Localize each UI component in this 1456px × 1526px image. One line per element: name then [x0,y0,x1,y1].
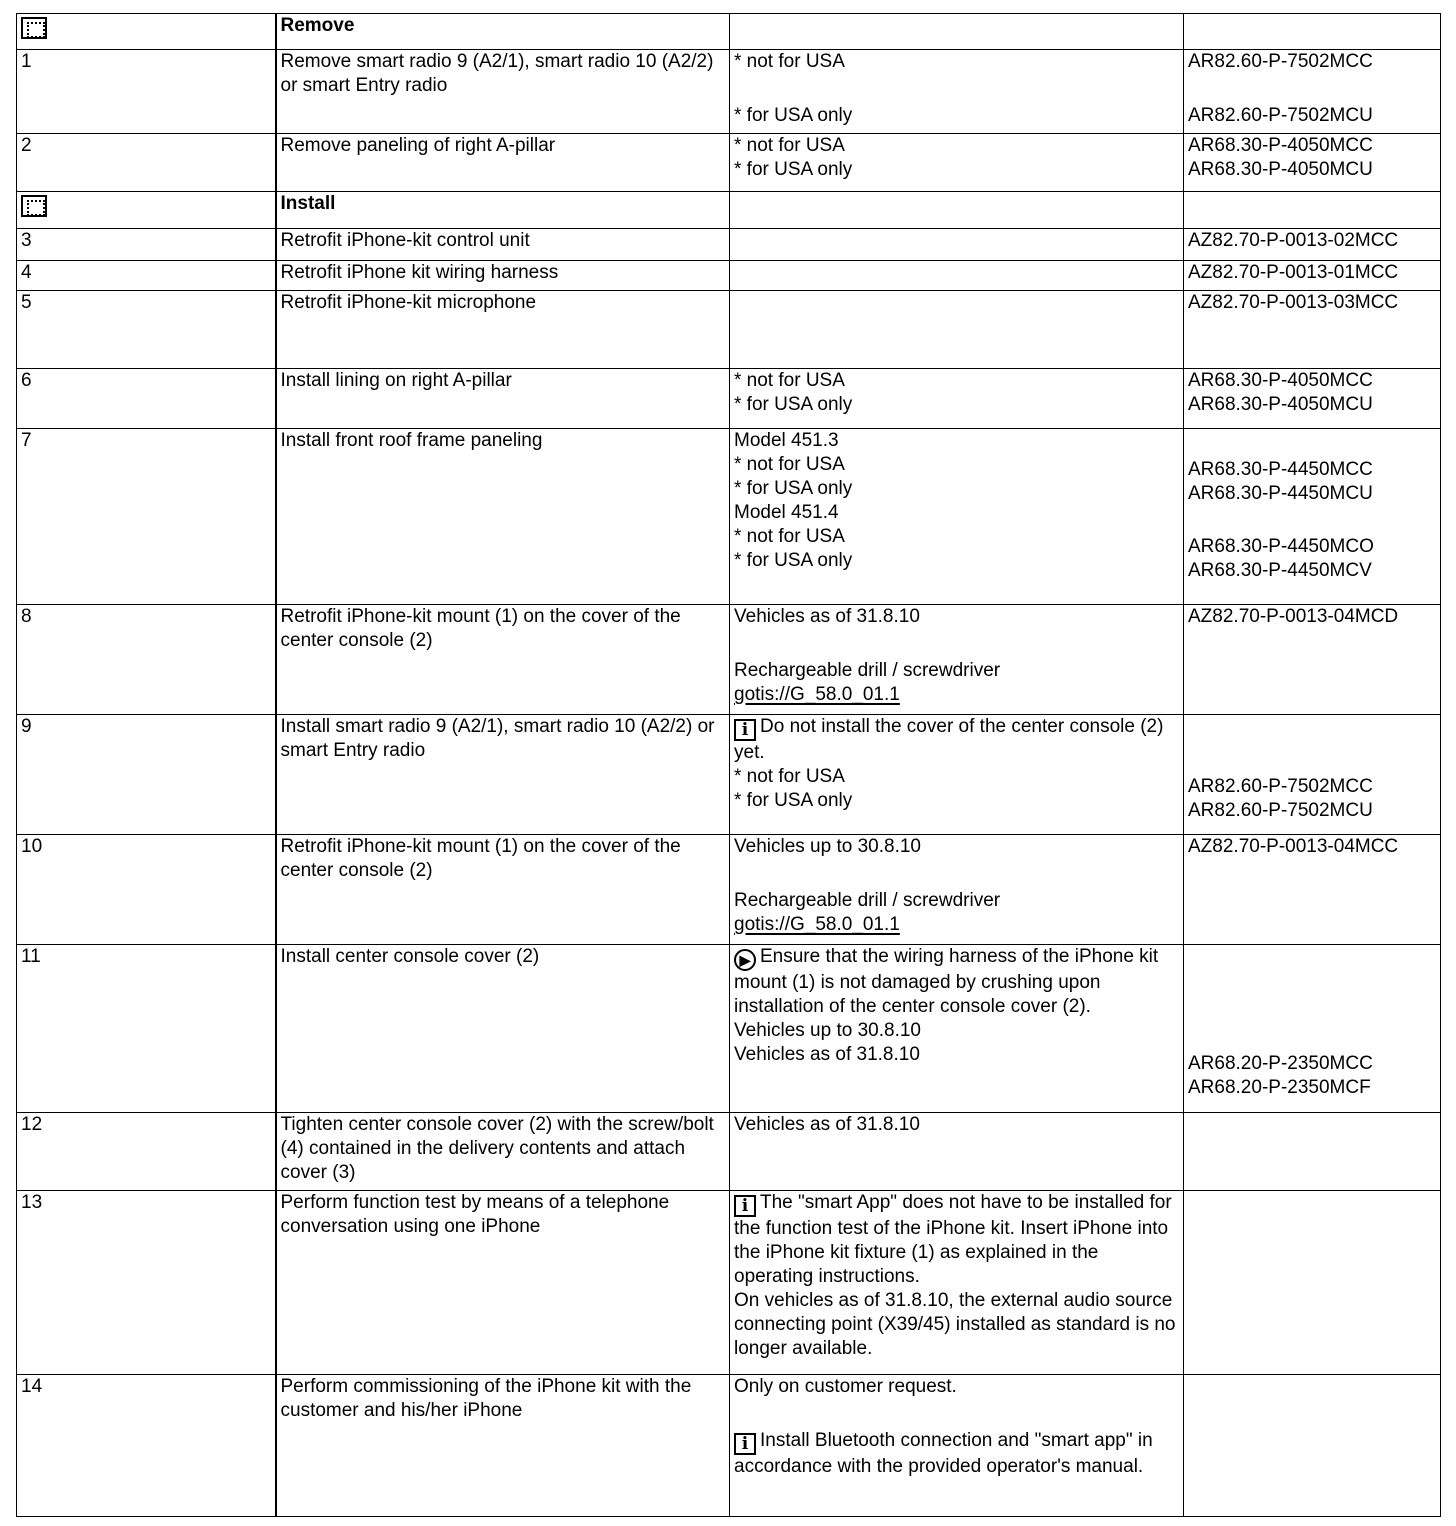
line-gap [1188,74,1436,104]
step-description-cell [276,429,730,605]
step-number-cell [17,229,276,261]
gotis-link[interactable] [734,683,1179,707]
cell-line [734,501,1179,525]
step-number: 7 [21,430,32,451]
line-text: AR82.60-P-7502MCC [1188,51,1373,72]
step-description-cell [276,291,730,369]
line-text: AR68.30-P-4050MCU [1188,394,1373,415]
cell-line [1188,775,1436,799]
cell-line [1188,104,1436,128]
cell-line [734,453,1179,477]
cell-line [734,525,1179,549]
condition-cell [730,1113,1184,1191]
condition-cell [730,291,1184,369]
cell-line [1188,229,1436,253]
reference-cell [1184,429,1441,605]
cell-line [734,835,1179,859]
cell-line [1188,559,1436,583]
cell-line [281,229,726,253]
line-text: Retrofit iPhone-kit control unit [280,230,530,251]
line-text: Vehicles up to 30.8.10 [734,1020,921,1041]
line-text[interactable]: gotis://G_58.0_01.1 [734,914,900,935]
cell-line [734,549,1179,573]
step-number-cell [17,1113,276,1191]
step-number: 12 [21,1114,43,1135]
step-row [17,261,1441,291]
line-text[interactable]: gotis://G_58.0_01.1 [734,684,900,705]
step-number: 3 [21,230,32,251]
line-text: * for USA only [734,478,853,499]
reference-cell [1184,715,1441,835]
line-text: AR68.30-P-4450MCC [1188,459,1373,480]
note-text [734,1191,1179,1289]
cell-line [734,1375,1179,1399]
step-row [17,835,1441,945]
step-number: 9 [21,716,32,737]
cell-line [734,369,1179,393]
cell-line [734,477,1179,501]
line-text: Install lining on right A-pillar [280,370,512,391]
condition-cell [730,715,1184,835]
cell-line [281,369,726,393]
line-gap [1188,429,1436,458]
cell-line [734,1019,1179,1043]
step-row [17,429,1441,605]
step-number-cell [17,50,276,134]
step-description-cell [276,134,730,192]
step-row [17,945,1441,1113]
line-text: * for USA only [734,790,853,811]
line-text: Retrofit iPhone-kit mount (1) on the cover of the center console (2) [280,606,681,651]
condition-cell [730,429,1184,605]
cell-line [1188,291,1436,315]
cell-line [281,945,726,969]
condition-cell [730,835,1184,945]
line-text: * not for USA [734,526,845,547]
line-gap [734,74,1179,104]
step-number: 5 [21,292,32,313]
line-text: * for USA only [734,105,853,126]
line-text: Perform commissioning of the iPhone kit with the customer and his/her iPhone [280,1376,692,1421]
cell-line [734,889,1179,913]
cell-line [734,789,1179,813]
step-number-cell [17,369,276,429]
note-text [734,715,1179,765]
cell-line [734,158,1179,182]
line-text: Install smart radio 9 (A2/1), smart radio 10 (A2/2) or smart Entry radio [280,716,715,761]
line-text: Tighten center console cover (2) with the screw/bolt (4) contained in the delivery contents and attach cover (3) [280,1114,714,1183]
condition-cell [730,1375,1184,1517]
line-text: Ensure that the wiring harness of the iPhone kit mount (1) is not damaged by crushing upon installation of the center console cover (2). [734,946,1159,1017]
line-gap [1188,506,1436,535]
line-text: AZ82.70-P-0013-04MCC [1188,836,1399,857]
reference-cell [1184,1113,1441,1191]
line-text: AR68.20-P-2350MCF [1188,1077,1371,1098]
reference-cell [1184,605,1441,715]
line-text: AR82.60-P-7502MCU [1188,105,1373,126]
step-row [17,50,1441,134]
reference-cell [1184,291,1441,369]
step-number-cell [17,429,276,605]
cell-line [1188,134,1436,158]
cell-line [1188,1076,1436,1100]
condition-cell [730,261,1184,291]
info-icon: i [734,1433,756,1455]
step-number-cell [17,134,276,192]
line-text: AR68.30-P-4450MCO [1188,536,1374,557]
caution-icon: ▶ [734,949,756,971]
section-title [281,192,726,216]
line-gap [1188,945,1436,1052]
step-number: 6 [21,370,32,391]
cell-line [734,1113,1179,1137]
cell-line [1188,1052,1436,1076]
line-text: Model 451.4 [734,502,839,523]
line-text: Retrofit iPhone-kit mount (1) on the cover of the center console (2) [280,836,681,881]
line-gap [734,629,1179,659]
reference-cell [1184,229,1441,261]
condition-cell [730,369,1184,429]
cell-line [734,50,1179,74]
info-icon: i [734,1195,756,1217]
step-number: 11 [21,946,41,967]
step-row [17,134,1441,192]
cell-line [281,835,726,883]
step-number: 13 [21,1192,43,1213]
reference-cell [1184,14,1441,50]
line-text: * for USA only [734,159,853,180]
line-text: AR68.30-P-4450MCV [1188,560,1372,581]
line-text: On vehicles as of 31.8.10, the external audio source connecting point (X39/45) installed as standard is no longer available. [734,1290,1176,1359]
condition-cell [730,134,1184,192]
step-number-cell [17,605,276,715]
reference-cell [1184,192,1441,229]
line-text: Do not install the cover of the center console (2) yet. [734,716,1164,763]
step-number: 10 [21,836,43,857]
step-number-cell [17,192,276,229]
line-text: Retrofit iPhone-kit microphone [280,292,537,313]
line-text: Model 451.3 [734,430,839,451]
line-text: Rechargeable drill / screwdriver [734,890,1001,911]
cell-line [734,605,1179,629]
cell-line [734,765,1179,789]
remove-icon [21,17,47,39]
section-header-row [17,14,1441,50]
install-icon [21,195,47,217]
step-description-cell [276,945,730,1113]
gotis-link[interactable] [734,913,1179,937]
step-number: 1 [21,51,32,72]
step-row [17,229,1441,261]
line-text: AR68.20-P-2350MCC [1188,1053,1373,1074]
line-text: AZ82.70-P-0013-02MCC [1188,230,1399,251]
step-description-cell [276,835,730,945]
line-gap [1188,715,1436,775]
step-description-cell [276,1375,730,1517]
cell-line [734,134,1179,158]
step-description-cell [276,715,730,835]
step-description-cell [276,369,730,429]
step-row [17,1375,1441,1517]
line-text: Install [280,193,336,214]
line-text: AZ82.70-P-0013-04MCD [1188,606,1399,627]
step-row [17,715,1441,835]
line-text: AR68.30-P-4050MCC [1188,135,1373,156]
cell-line [1188,393,1436,417]
condition-cell [730,605,1184,715]
step-description-cell [276,14,730,50]
line-text: Perform function test by means of a telephone conversation using one iPhone [280,1192,670,1237]
cell-line [281,429,726,453]
reference-cell [1184,835,1441,945]
line-text: AR68.30-P-4050MCC [1188,370,1373,391]
step-number-cell [17,715,276,835]
note-text [734,1429,1179,1479]
cell-line [1188,605,1436,629]
condition-cell [730,14,1184,50]
step-row [17,1191,1441,1375]
cell-line [281,261,726,285]
line-text: Remove paneling of right A-pillar [280,135,556,156]
cell-line [1188,835,1436,859]
cell-line [734,429,1179,453]
condition-cell [730,229,1184,261]
line-text: * for USA only [734,394,853,415]
cell-line [1188,50,1436,74]
reference-cell [1184,50,1441,134]
cell-line [1188,261,1436,285]
line-text: * not for USA [734,51,845,72]
reference-cell [1184,261,1441,291]
line-text: Vehicles as of 31.8.10 [734,606,920,627]
line-text: Remove smart radio 9 (A2/1), smart radio 10 (A2/2) or smart Entry radio [280,51,714,96]
cell-line [281,50,726,98]
reference-cell [1184,369,1441,429]
line-text: AR82.60-P-7502MCU [1188,800,1373,821]
step-number-cell [17,14,276,50]
condition-cell [730,1191,1184,1375]
cell-line [281,1191,726,1239]
step-row [17,1113,1441,1191]
procedure-rows [17,14,1441,1517]
line-text: Rechargeable drill / screwdriver [734,660,1001,681]
line-text: Remove [280,15,355,36]
line-text: Vehicles as of 31.8.10 [734,1114,920,1135]
step-description-cell [276,605,730,715]
condition-cell [730,945,1184,1113]
cell-line [1188,799,1436,823]
step-number: 4 [21,262,32,283]
step-number-cell [17,291,276,369]
line-text: Vehicles up to 30.8.10 [734,836,921,857]
section-header-row [17,192,1441,229]
reference-cell [1184,1375,1441,1517]
cell-line [281,715,726,763]
procedure-table [16,13,1441,1517]
line-text: Install front roof frame paneling [280,430,543,451]
reference-cell [1184,1191,1441,1375]
step-number-cell [17,945,276,1113]
line-text: * for USA only [734,550,853,571]
step-number: 2 [21,135,32,156]
cell-line [1188,158,1436,182]
step-number-cell [17,1375,276,1517]
section-title [281,14,726,38]
line-text: AZ82.70-P-0013-03MCC [1188,292,1399,313]
note-text [734,945,1179,1019]
cell-line [1188,369,1436,393]
line-text: The "smart App" does not have to be installed for the function test of the iPhone kit. Insert iPhone into the iPhone kit fixture (1) as explained in the operating instructions. [734,1192,1172,1287]
cell-line [734,659,1179,683]
line-gap [734,859,1179,889]
cell-line [734,104,1179,128]
line-text: Install Bluetooth connection and "smart app" in accordance with the provided operator's manual. [734,1430,1153,1477]
step-number: 8 [21,606,32,627]
line-text: AZ82.70-P-0013-01MCC [1188,262,1399,283]
cell-line [281,291,726,315]
step-number-cell [17,261,276,291]
line-text: AR68.30-P-4450MCU [1188,483,1373,504]
cell-line [281,605,726,653]
cell-line [281,1375,726,1423]
step-description-cell [276,1113,730,1191]
line-text: Install center console cover (2) [280,946,540,967]
line-text: Retrofit iPhone kit wiring harness [280,262,559,283]
line-text: AR68.30-P-4050MCU [1188,159,1373,180]
step-description-cell [276,261,730,291]
cell-line [281,134,726,158]
line-text: Vehicles as of 31.8.10 [734,1044,920,1065]
step-description-cell [276,1191,730,1375]
step-row [17,291,1441,369]
cell-line [281,1113,726,1185]
line-gap [734,1399,1179,1429]
step-row [17,369,1441,429]
line-text: * not for USA [734,135,845,156]
step-description-cell [276,229,730,261]
condition-cell [730,192,1184,229]
line-text: AR82.60-P-7502MCC [1188,776,1373,797]
line-text: * not for USA [734,370,845,391]
line-text: * not for USA [734,454,845,475]
cell-line [734,1043,1179,1067]
cell-line [1188,482,1436,506]
step-description-cell [276,50,730,134]
line-text: * not for USA [734,766,845,787]
condition-cell [730,50,1184,134]
reference-cell [1184,134,1441,192]
cell-line [734,393,1179,417]
step-number-cell [17,835,276,945]
step-row [17,605,1441,715]
step-number: 14 [21,1376,43,1397]
reference-cell [1184,945,1441,1113]
line-text: Only on customer request. [734,1376,957,1397]
info-icon: i [734,719,756,741]
cell-line [734,1289,1179,1361]
step-description-cell [276,192,730,229]
step-number-cell [17,1191,276,1375]
cell-line [1188,535,1436,559]
cell-line [1188,458,1436,482]
